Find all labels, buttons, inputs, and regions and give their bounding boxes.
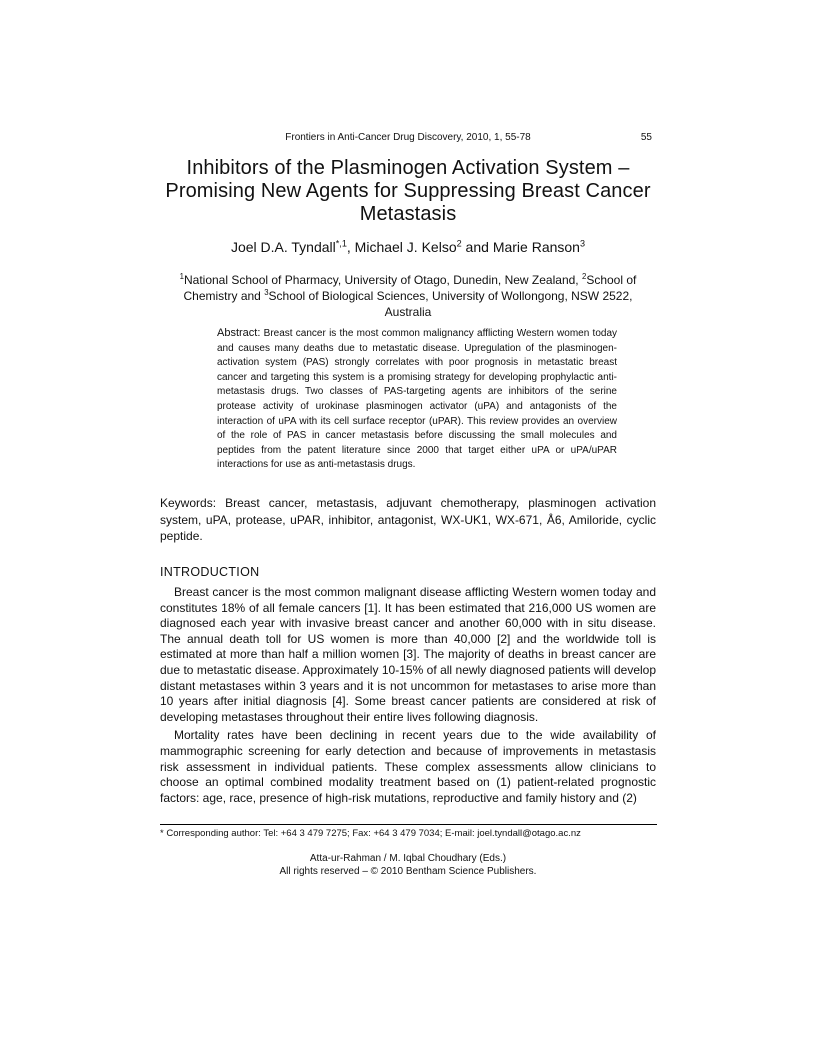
abstract-text: Breast cancer is the most common malignancy afflicting Western women today and causes many deaths due to metastatic disease. Upregulation of the plasminogen-activation system (PAS) strongly correlates with poor prognosis in metastatic breast cancer and targeting this system is a promising strategy for developing prophylactic anti-metastasis drugs. Two classes of PAS-targeting agents are inhibitors of the serine protease activity of urokinase plasminogen activator (uPA) and antagonists of the interaction of uPA with its cell surface receptor (uPAR). This review provides an overview of the role of PAS in cancer metastasis before discussing the small molecules and peptides from the patent literature since 2000 that target either uPA or uPA/uPAR interactions for use as anti-metastasis drugs.: [217, 328, 618, 471]
page-number: 55: [640, 132, 652, 143]
affiliation-mark: 1: [179, 272, 184, 281]
author-list: Joel D.A. Tyndall$^{*,1}$, Michael J. Kelso$^2$ and Marie Ranson$^3$: [230, 238, 586, 255]
footnote-rule: [160, 824, 657, 825]
body-paragraph: Mortality rates have been declining in recent years due to the wide availability of mammographic screening for early detection and because of improvements in metastasis risk assessment in individual patients. These complex assessments allow clinicians to choose an optimal combined modality treatment based on (1) patient-related prognostic factors: age, race, presence of high-risk mutations, reproductive and family history and (2): [160, 728, 656, 805]
author-affiliation-mark: 2: [456, 238, 462, 249]
affiliation-text: National School of Pharmacy, University of Otago, Dunedin, New Zealand,: [183, 273, 582, 287]
abstract: [217, 326, 617, 473]
body-paragraph: Breast cancer is the most common malignant disease afflicting Western women today and constitutes 18% of all female cancers [1]. It has been estimated that 216,000 US women are diagnosed each year with invasive breast cancer and another 60,000 with in situ disease. The annual death toll for US women is more than 40,000 [2] and the worldwide toll is estimated at more than half a million women [3]. The majority of deaths in breast cancer are due to metastatic disease. Approximately 10-15% of all newly diagnosed patients will develop distant metastases within 3 years and it is not uncommon for metastases to arise more than 10 years after initial diagnosis [4]. Some breast cancer patients are considered at risk of developing metastases throughout their entire lives following diagnosis.: [160, 585, 656, 724]
keywords: [160, 495, 656, 545]
author-name: Joel D.A. Tyndall: [230, 239, 336, 255]
rights-line: All rights reserved – © 2010 Bentham Science Publishers.: [279, 866, 537, 877]
editors-line: Atta-ur-Rahman / M. Iqbal Choudhary (Eds.): [309, 853, 507, 864]
corresponding-author-footnote: * Corresponding author: Tel: +64 3 479 7275; Fax: +64 3 479 7034; E-mail: joel.tyndall@otago.ac.nz: [160, 828, 581, 839]
affiliation-text: School of Chemistry and: [183, 273, 637, 303]
affiliations: [170, 272, 646, 320]
abstract-label: Abstract:: [217, 327, 261, 339]
affiliation-text: School of Biological Sciences, University of Wollongong, NSW 2522, Australia: [268, 289, 633, 319]
journal-citation: Frontiers in Anti-Cancer Drug Discovery, 2010, 1, 55-78: [285, 132, 531, 143]
article-title: Inhibitors of the Plasminogen Activation System – Promising New Agents for Suppressing Breast Cancer Metastasis: [165, 157, 651, 225]
author-affiliation-mark: 3: [579, 238, 586, 249]
section-body: [160, 585, 656, 806]
affiliation-mark: 2: [581, 272, 587, 281]
page-footer: [160, 852, 656, 878]
author-affiliation-mark: *,1: [335, 238, 347, 249]
keywords-text: Breast cancer, metastasis, adjuvant chemotherapy, plasminogen activation system, uPA, protease, uPAR, inhibitor, antagonist, WX-UK1, WX-671, Å6, Amiloride, cyclic peptide.: [160, 496, 656, 543]
keywords-label: Keywords:: [160, 496, 217, 510]
author-name: Michael J. Kelso: [354, 239, 457, 255]
affiliation-mark: 3: [264, 288, 269, 297]
section-heading: INTRODUCTION: [160, 565, 260, 579]
author-name: Marie Ranson: [492, 239, 580, 255]
